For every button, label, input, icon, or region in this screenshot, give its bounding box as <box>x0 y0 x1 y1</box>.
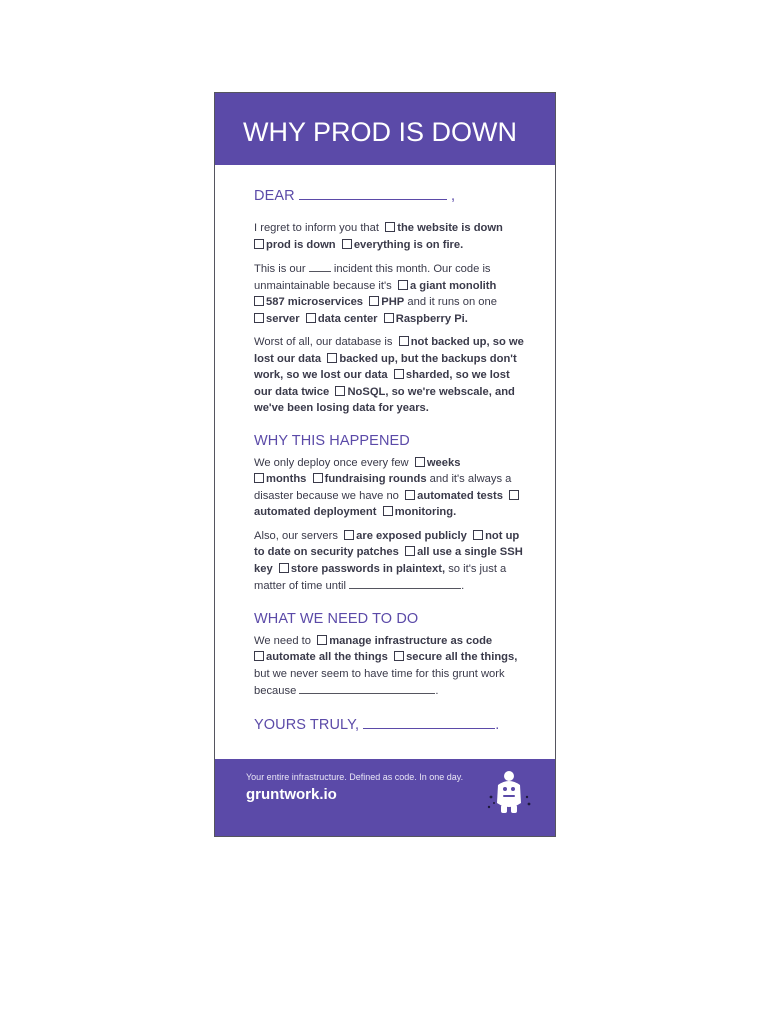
option-secure: secure all the things, <box>406 651 518 663</box>
checkbox-single-ssh-key[interactable] <box>405 546 415 556</box>
until-blank[interactable] <box>349 577 461 589</box>
footer-tagline: Your entire infrastructure. Defined as code. In one day. <box>246 772 464 782</box>
checkbox-months[interactable] <box>254 473 264 483</box>
intro-paragraph <box>254 220 526 253</box>
flyer-card <box>214 92 556 837</box>
grunt-mascot-icon <box>485 767 533 817</box>
closing-line <box>254 714 526 735</box>
checkbox-website-down[interactable] <box>385 222 395 232</box>
page-title: WHY PROD IS DOWN <box>243 117 518 147</box>
checkbox-weeks[interactable] <box>415 457 425 467</box>
option-plaintext-passwords: store passwords in plaintext, <box>290 562 446 575</box>
option-on-fire: everything is on fire. <box>353 238 464 251</box>
servers-end: . <box>461 580 465 592</box>
intro-prefix: I regret to inform you that <box>254 222 379 234</box>
need-paragraph <box>254 633 526 700</box>
checkbox-data-center[interactable] <box>306 313 316 323</box>
dear-suffix: , <box>450 188 456 204</box>
checkbox-prod-down[interactable] <box>254 239 264 249</box>
deploy-paragraph <box>254 455 526 521</box>
option-single-ssh-key: all use a single SSH key <box>254 546 523 575</box>
checkbox-microservices[interactable] <box>254 296 264 306</box>
option-website-down: the website is down <box>397 222 503 234</box>
footer-site-link[interactable]: gruntwork.io <box>246 786 337 803</box>
checkbox-monolith[interactable] <box>398 280 408 290</box>
dear-line <box>254 185 526 206</box>
option-months: months <box>266 473 307 485</box>
database-prefix: Worst of all, our database is <box>254 336 393 348</box>
option-monitoring: monitoring. <box>394 506 457 518</box>
checkbox-fundraising[interactable] <box>313 473 323 483</box>
database-paragraph <box>254 334 526 417</box>
footer-banner <box>215 759 555 836</box>
option-unpatched: not up to date on security patches <box>254 529 520 558</box>
recipient-blank[interactable] <box>299 185 447 200</box>
deploy-prefix: We only deploy once every few <box>254 456 409 469</box>
checkbox-automate[interactable] <box>254 651 264 661</box>
option-nosql: NoSQL, so we're webscale, and we've been losing data for years. <box>254 385 515 414</box>
header-banner <box>215 93 555 165</box>
option-raspberry-pi: Raspberry Pi. <box>395 312 468 325</box>
option-server: server <box>266 312 300 325</box>
checkbox-automated-deployment[interactable] <box>509 490 519 500</box>
option-iac: manage infrastructure as code <box>329 634 493 647</box>
letter-body <box>254 185 526 739</box>
need-heading: WHAT WE NEED TO DO <box>254 610 419 627</box>
option-sharded: sharded, so we lost our data twice <box>254 369 510 398</box>
option-data-center: data center <box>317 312 378 325</box>
option-monolith: a giant monolith <box>409 279 497 292</box>
need-prefix: We need to <box>254 634 312 647</box>
servers-suffix: so it's just a matter of time until <box>254 562 507 592</box>
option-exposed: are exposed publicly <box>356 529 467 542</box>
checkbox-plaintext-passwords[interactable] <box>279 563 289 573</box>
checkbox-automated-tests[interactable] <box>405 490 415 500</box>
checkbox-monitoring[interactable] <box>383 506 393 516</box>
why-heading: WHY THIS HAPPENED <box>254 432 410 449</box>
need-end: . <box>435 685 439 697</box>
option-weeks: weeks <box>426 456 461 469</box>
dear-label: DEAR <box>254 188 295 204</box>
checkbox-nosql[interactable] <box>335 386 345 396</box>
option-automate: automate all the things <box>266 651 388 663</box>
option-fundraising: fundraising rounds <box>324 473 427 485</box>
option-automated-tests: automated tests <box>417 489 503 502</box>
checkbox-not-backed-up[interactable] <box>399 336 409 346</box>
option-prod-down: prod is down <box>266 238 336 251</box>
checkbox-sharded[interactable] <box>394 369 404 379</box>
because-blank[interactable] <box>299 682 435 694</box>
closing-label: YOURS TRULY, <box>254 716 360 733</box>
option-not-backed-up: not backed up, so we lost our data <box>254 336 524 365</box>
incident-prefix: This is our <box>254 263 306 275</box>
checkbox-unpatched[interactable] <box>473 530 483 540</box>
signature-blank[interactable] <box>363 714 495 729</box>
need-suffix: but we never seem to have time for this grunt work because <box>254 667 505 697</box>
option-backups-broken: backed up, but the backups don't work, so we lost our data <box>254 352 517 381</box>
checkbox-iac[interactable] <box>317 635 327 645</box>
fundraising-suffix: and it's always a disaster because we have no <box>254 473 512 502</box>
checkbox-secure[interactable] <box>394 651 404 661</box>
servers-prefix: Also, our servers <box>254 529 338 542</box>
option-php: PHP <box>381 296 405 308</box>
php-suffix: and it runs on one <box>407 296 497 308</box>
option-microservices: 587 microservices <box>266 296 364 308</box>
checkbox-backups-broken[interactable] <box>327 353 337 363</box>
checkbox-raspberry-pi[interactable] <box>384 313 394 323</box>
incident-middle: incident this month. Our code is unmaintainable because it's <box>254 263 491 292</box>
checkbox-exposed[interactable] <box>344 530 354 540</box>
checkbox-on-fire[interactable] <box>342 239 352 249</box>
closing-end: . <box>495 716 500 733</box>
checkbox-server[interactable] <box>254 313 264 323</box>
option-automated-deployment: automated deployment <box>254 506 377 518</box>
servers-paragraph <box>254 528 526 595</box>
incident-paragraph <box>254 260 526 327</box>
checkbox-php[interactable] <box>369 296 379 306</box>
incident-count-blank[interactable] <box>309 260 331 272</box>
